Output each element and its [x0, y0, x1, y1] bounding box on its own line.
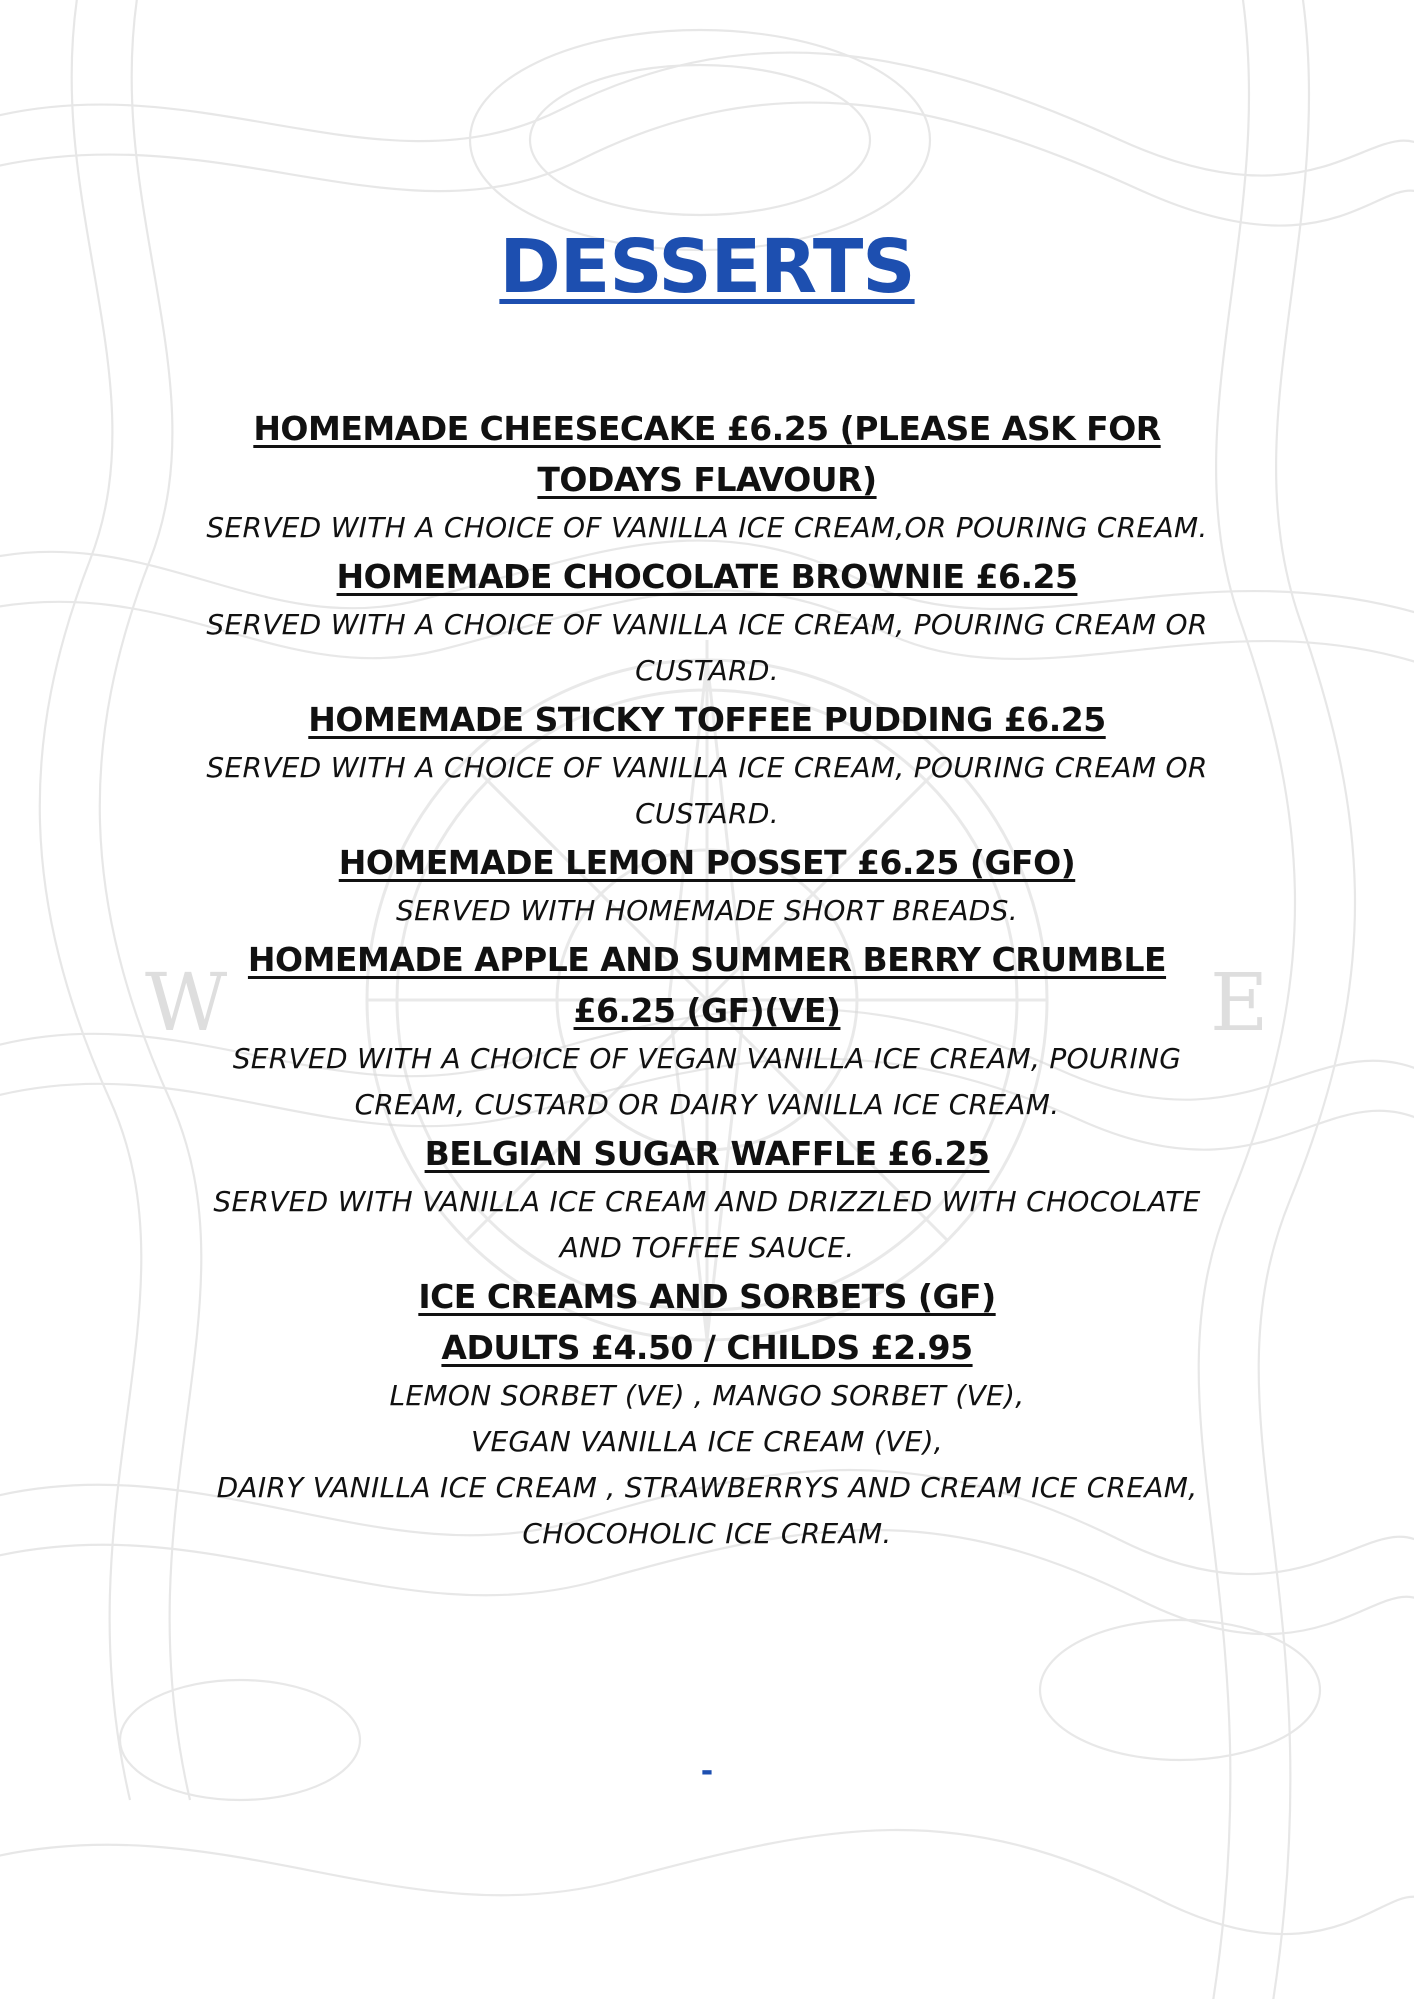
- footer-mark: -: [700, 1754, 714, 1789]
- item-name: HOMEMADE CHEESECAKE £6.25 (PLEASE ASK FOR TODAYS FLAVOUR): [253, 409, 1161, 499]
- item-name: HOMEMADE APPLE AND SUMMER BERRY CRUMBLE £6.25 (GF)(VE): [247, 940, 1167, 1030]
- item-description: SERVED WITH VANILLA ICE CREAM AND DRIZZLED WITH CHOCOLATE AND TOFFEE SAUCE.: [213, 1185, 1201, 1264]
- watermark-letter-right: E: [1210, 956, 1269, 1049]
- dessert-list: [200, 403, 1214, 1557]
- menu-item: [200, 694, 1214, 837]
- menu-item-ice-creams: [200, 1271, 1214, 1557]
- item-description: LEMON SORBET (VE) , MANGO SORBET (VE),: [389, 1379, 1025, 1412]
- item-name: HOMEMADE CHOCOLATE BROWNIE £6.25: [336, 557, 1078, 596]
- item-price-line: ADULTS £4.50 / CHILDS £2.95: [441, 1328, 973, 1367]
- item-description: SERVED WITH HOMEMADE SHORT BREADS.: [396, 894, 1018, 927]
- item-description: SERVED WITH A CHOICE OF VANILLA ICE CREAM,OR POURING CREAM.: [206, 511, 1208, 544]
- item-name: ICE CREAMS AND SORBETS (GF): [418, 1277, 996, 1316]
- item-description: SERVED WITH A CHOICE OF VANILLA ICE CREAM, POURING CREAM OR CUSTARD.: [206, 751, 1208, 830]
- item-description: VEGAN VANILLA ICE CREAM (VE),: [470, 1425, 943, 1458]
- item-description: DAIRY VANILLA ICE CREAM , STRAWBERRYS AND CREAM ICE CREAM, CHOCOHOLIC ICE CREAM.: [216, 1471, 1198, 1550]
- item-description: SERVED WITH A CHOICE OF VEGAN VANILLA ICE CREAM, POURING CREAM, CUSTARD OR DAIRY VANILLA ICE CREAM.: [232, 1042, 1182, 1121]
- menu-item: [200, 837, 1214, 934]
- menu-item: [200, 934, 1214, 1128]
- menu-item: [200, 1128, 1214, 1271]
- item-name: HOMEMADE LEMON POSSET £6.25 (GFO): [338, 843, 1076, 882]
- item-description: SERVED WITH A CHOICE OF VANILLA ICE CREAM, POURING CREAM OR CUSTARD.: [206, 608, 1208, 687]
- page-title: DESSERTS: [499, 224, 915, 310]
- watermark-letter-left: W: [145, 956, 228, 1049]
- menu-item: [200, 551, 1214, 694]
- menu-item: [200, 403, 1214, 551]
- item-name: HOMEMADE STICKY TOFFEE PUDDING £6.25: [308, 700, 1106, 739]
- item-name: BELGIAN SUGAR WAFFLE £6.25: [424, 1134, 990, 1173]
